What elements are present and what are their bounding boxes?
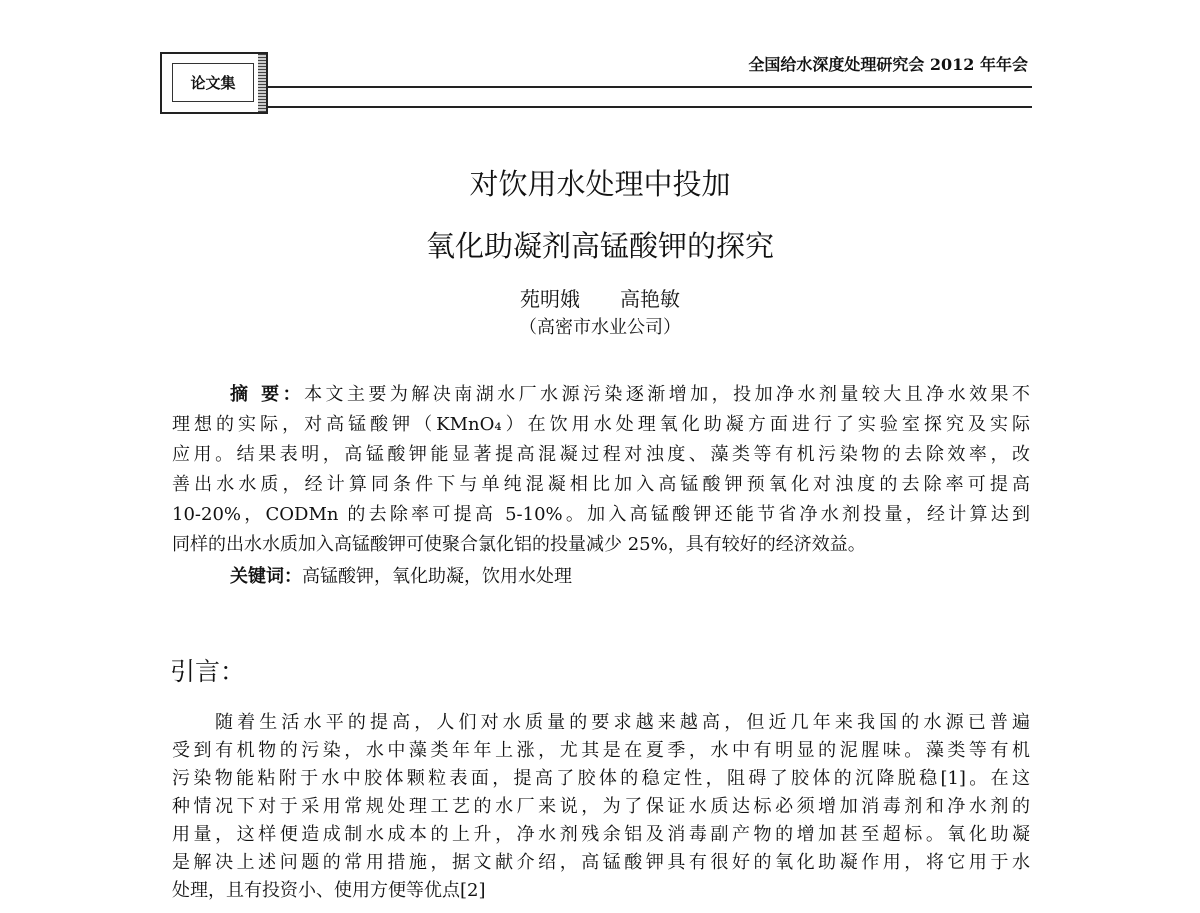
body-line: 随着生活水平的提高，人们对水质量的要求越来越高，但近几年来我国的水源已普遍 <box>215 712 1030 733</box>
abstract-line: 10-20%，CODMn 的去除率可提高 5-10%。加入高锰酸钾还能节省净水剂投量，经计算达到 <box>172 504 1030 525</box>
body-line: 种情况下对于采用常规处理工艺的水厂来说，为了保证水质达标必须增加消毒剂和净水剂的 <box>172 796 1030 817</box>
section-heading: 引言： <box>170 657 246 686</box>
keywords-line <box>230 562 1030 588</box>
badge-decoration <box>258 54 266 112</box>
keywords-value: 高锰酸钾，氧化助凝，饮用水处理 <box>302 566 572 587</box>
badge-label: 论文集 <box>172 63 254 102</box>
abstract-line: 摘 要：本文主要为解决南湖水厂水源污染逐渐增加，投加净水剂量较大且净水效果不 <box>230 384 1030 405</box>
body-line: 用量，这样便造成制水成本的上升，净水剂残余铝及消毒副产物的增加甚至超标。氧化助凝 <box>172 824 1030 845</box>
body-line: 污染物能粘附于水中胶体颗粒表面，提高了胶体的稳定性，阻碍了胶体的沉降脱稳[1]。在这 <box>172 768 1030 789</box>
keywords-label: 关键词： <box>230 566 302 587</box>
abstract-line: 理想的实际，对高锰酸钾（KMnO₄）在饮用水处理氧化助凝方面进行了实验室探究及实际 <box>172 414 1030 435</box>
body-line: 受到有机物的污染，水中藻类年年上涨，尤其是在夏季，水中有明显的泥腥味。藻类等有机 <box>172 740 1030 761</box>
affiliation: （高密市水业公司） <box>519 317 681 338</box>
authors: 苑明娥 高艳敏 <box>520 287 680 311</box>
abstract-line: 同样的出水水质加入高锰酸钾可使聚合氯化铝的投量减少 25%，具有较好的经济效益。 <box>172 534 866 555</box>
title-line-2: 氧化助凝剂高锰酸钾的探究 <box>425 229 774 263</box>
title-line-1: 对饮用水处理中投加 <box>469 167 731 201</box>
abstract-line: 善出水水质，经计算同条件下与单纯混凝相比加入高锰酸钾预氧化对浊度的去除率可提高 <box>172 474 1030 495</box>
body-line: 处理，且有投资小、使用方便等优点[2] <box>172 880 486 901</box>
header-rule-top <box>268 86 1032 88</box>
header-rule-bottom <box>268 106 1032 108</box>
abstract-label: 摘 要： <box>230 384 305 405</box>
abstract-line: 应用。结果表明，高锰酸钾能显著提高混凝过程对浊度、藻类等有机污染物的去除效率，改 <box>172 444 1030 465</box>
body-line: 是解决上述问题的常用措施，据文献介绍，高锰酸钾具有很好的氧化助凝作用，将它用于水 <box>172 852 1030 873</box>
conference-header: 全国给水深度处理研究会 2012 年年会 <box>748 55 1028 74</box>
collection-badge <box>160 52 268 114</box>
